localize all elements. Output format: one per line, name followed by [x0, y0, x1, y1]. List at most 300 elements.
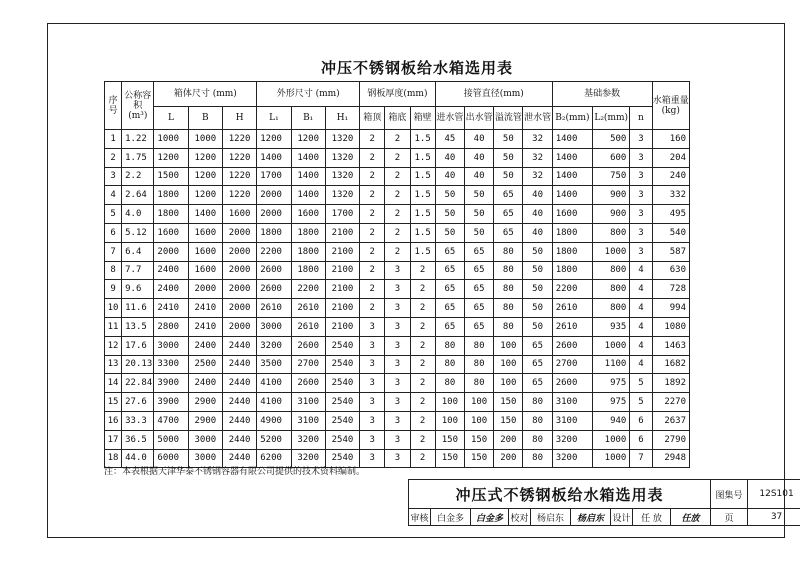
table-cell: 2600 — [291, 374, 325, 393]
table-cell: 1600 — [188, 223, 222, 242]
table-row — [105, 223, 690, 242]
table-cell: 2400 — [188, 336, 222, 355]
table-cell: 2540 — [325, 393, 359, 412]
table-cell: 1000 — [188, 130, 222, 149]
table-cell: 2 — [360, 205, 385, 224]
table-row — [105, 280, 690, 299]
table-row — [105, 186, 690, 205]
table-cell: 1800 — [552, 223, 592, 242]
table-cell: 2100 — [325, 223, 359, 242]
table-cell: 2000 — [154, 242, 188, 261]
table-cell: 80 — [494, 261, 523, 280]
table-cell: 100 — [494, 336, 523, 355]
table-cell: 4 — [630, 336, 652, 355]
table-cell: 50 — [523, 317, 552, 336]
table-cell: 2610 — [291, 299, 325, 318]
drawing-title: 冲压式不锈钢板给水箱选用表 — [409, 480, 711, 509]
table-cell: 1220 — [222, 148, 256, 167]
table-cell: 50 — [464, 205, 493, 224]
header-weight — [652, 82, 689, 130]
table-cell: 6 — [630, 411, 652, 430]
table-cell: 4 — [105, 186, 122, 205]
header-inlet: 进水管 — [435, 107, 464, 130]
table-cell: 3 — [360, 317, 385, 336]
table-cell: 2000 — [222, 242, 256, 261]
table-cell: 50 — [523, 261, 552, 280]
table-cell: 3100 — [552, 411, 592, 430]
table-cell: 200 — [494, 430, 523, 449]
check-label: 校对 — [509, 509, 531, 526]
header-volume-label: 公称容积 — [124, 90, 152, 111]
table-cell: 4 — [630, 355, 652, 374]
table-cell: 2 — [410, 355, 435, 374]
table-row — [105, 242, 690, 261]
review-label: 审核 — [409, 509, 431, 526]
design-label: 设计 — [611, 509, 633, 526]
table-cell: 2100 — [325, 242, 359, 261]
table-cell: 800 — [593, 261, 630, 280]
table-cell: 2400 — [154, 280, 188, 299]
table-cell: 100 — [494, 355, 523, 374]
table-cell: 540 — [652, 223, 689, 242]
table-cell: 17.6 — [122, 336, 154, 355]
table-cell: 1800 — [552, 261, 592, 280]
header-H1: H₁ — [325, 107, 359, 130]
table-cell: 1600 — [552, 205, 592, 224]
table-cell: 40 — [464, 148, 493, 167]
table-cell: 3 — [630, 205, 652, 224]
table-cell: 32 — [523, 167, 552, 186]
table-cell: 2000 — [222, 261, 256, 280]
header-L: L — [154, 107, 188, 130]
header-pipe-diameter: 接管直径(mm) — [435, 82, 552, 107]
designer-signature: 任放 — [671, 509, 711, 526]
table-cell: 3 — [630, 130, 652, 149]
table-cell: 1800 — [257, 223, 291, 242]
table-cell: 2410 — [188, 317, 222, 336]
table-cell: 3000 — [188, 449, 222, 468]
table-row — [105, 336, 690, 355]
table-cell: 44.0 — [122, 449, 154, 468]
table-cell: 65 — [494, 223, 523, 242]
table-row — [105, 430, 690, 449]
table-cell: 1800 — [291, 261, 325, 280]
table-cell: 50 — [464, 186, 493, 205]
table-cell: 2000 — [257, 186, 291, 205]
table-cell: 1220 — [222, 167, 256, 186]
table-cell: 13.5 — [122, 317, 154, 336]
table-cell: 1220 — [222, 130, 256, 149]
table-cell: 14 — [105, 374, 122, 393]
table-cell: 7.7 — [122, 261, 154, 280]
table-cell: 1600 — [291, 205, 325, 224]
table-cell: 3100 — [552, 393, 592, 412]
table-cell: 3000 — [154, 336, 188, 355]
header-n: n — [630, 107, 652, 130]
atlas-label: 图集号 — [711, 480, 748, 509]
table-cell: 1200 — [257, 130, 291, 149]
table-cell: 1400 — [188, 205, 222, 224]
table-cell: 2900 — [188, 393, 222, 412]
table-cell: 3 — [360, 374, 385, 393]
header-overflow: 溢流管 — [494, 107, 523, 130]
table-cell: 994 — [652, 299, 689, 318]
table-cell: 80 — [523, 430, 552, 449]
table-cell: 2440 — [222, 355, 256, 374]
table-cell: 65 — [464, 299, 493, 318]
table-cell: 10 — [105, 299, 122, 318]
table-cell: 1.75 — [122, 148, 154, 167]
table-cell: 2 — [360, 299, 385, 318]
table-cell: 150 — [494, 393, 523, 412]
table-cell: 2 — [410, 336, 435, 355]
table-cell: 3 — [385, 411, 410, 430]
table-cell: 12 — [105, 336, 122, 355]
table-cell: 2270 — [652, 393, 689, 412]
table-cell: 1700 — [325, 205, 359, 224]
table-cell: 80 — [464, 374, 493, 393]
table-cell: 32 — [523, 130, 552, 149]
table-cell: 3 — [630, 242, 652, 261]
table-cell: 2 — [385, 205, 410, 224]
table-cell: 1400 — [257, 148, 291, 167]
table-cell: 27.6 — [122, 393, 154, 412]
table-cell: 3 — [360, 430, 385, 449]
table-cell: 40 — [435, 167, 464, 186]
table-cell: 3 — [360, 411, 385, 430]
table-cell: 1.5 — [410, 186, 435, 205]
table-cell: 3300 — [154, 355, 188, 374]
table-cell: 80 — [494, 299, 523, 318]
header-B: B — [188, 107, 222, 130]
table-cell: 50 — [523, 280, 552, 299]
header-B1: B₁ — [291, 107, 325, 130]
table-cell: 50 — [435, 186, 464, 205]
header-bottom: 箱底 — [385, 107, 410, 130]
header-volume — [122, 82, 154, 130]
header-seq: 序号 — [105, 82, 122, 130]
table-cell: 600 — [593, 148, 630, 167]
table-cell: 1.5 — [410, 148, 435, 167]
table-cell: 2100 — [325, 299, 359, 318]
header-outer-size: 外形尺寸 (mm) — [257, 82, 360, 107]
table-cell: 2540 — [325, 411, 359, 430]
table-cell: 3200 — [291, 430, 325, 449]
table-cell: 2 — [360, 167, 385, 186]
table-cell: 1600 — [154, 223, 188, 242]
table-cell: 1200 — [154, 148, 188, 167]
table-cell: 2.64 — [122, 186, 154, 205]
table-cell: 1 — [105, 130, 122, 149]
table-cell: 80 — [494, 242, 523, 261]
table-cell: 1892 — [652, 374, 689, 393]
table-cell: 4.0 — [122, 205, 154, 224]
table-cell: 80 — [464, 355, 493, 374]
table-cell: 65 — [494, 186, 523, 205]
table-cell: 1100 — [593, 355, 630, 374]
table-cell: 8 — [105, 261, 122, 280]
table-cell: 50 — [494, 148, 523, 167]
table-cell: 3200 — [257, 336, 291, 355]
table-cell: 45 — [435, 130, 464, 149]
table-cell: 1600 — [188, 242, 222, 261]
table-cell: 2610 — [552, 299, 592, 318]
table-cell: 80 — [435, 336, 464, 355]
table-cell: 2 — [360, 186, 385, 205]
table-cell: 2000 — [222, 280, 256, 299]
table-cell: 2 — [360, 148, 385, 167]
table-cell: 1700 — [257, 167, 291, 186]
table-cell: 4100 — [257, 393, 291, 412]
table-row — [105, 130, 690, 149]
table-cell: 3200 — [291, 449, 325, 468]
table-cell: 40 — [435, 148, 464, 167]
table-cell: 2440 — [222, 430, 256, 449]
table-cell: 2 — [385, 242, 410, 261]
table-cell: 1500 — [154, 167, 188, 186]
table-cell: 50 — [435, 205, 464, 224]
table-cell: 2440 — [222, 374, 256, 393]
table-cell: 2410 — [154, 299, 188, 318]
table-cell: 2500 — [188, 355, 222, 374]
table-cell: 3 — [360, 336, 385, 355]
table-cell: 65 — [435, 261, 464, 280]
header-weight-label: 水箱重量 — [652, 95, 689, 106]
atlas-number: 12S101 — [748, 480, 800, 509]
table-cell: 3 — [105, 167, 122, 186]
table-cell: 2 — [410, 374, 435, 393]
header-plate-thickness: 钢板厚度(mm) — [360, 82, 436, 107]
table-cell: 2410 — [188, 299, 222, 318]
table-row — [105, 317, 690, 336]
table-cell: 3 — [360, 355, 385, 374]
table-cell: 2100 — [325, 261, 359, 280]
table-cell: 80 — [435, 355, 464, 374]
table-cell: 2440 — [222, 336, 256, 355]
table-cell: 22.84 — [122, 374, 154, 393]
table-cell: 2540 — [325, 430, 359, 449]
table-cell: 2 — [385, 186, 410, 205]
table-cell: 32 — [523, 148, 552, 167]
table-cell: 18 — [105, 449, 122, 468]
table-cell: 65 — [464, 280, 493, 299]
table-cell: 1600 — [188, 261, 222, 280]
table-cell: 4700 — [154, 411, 188, 430]
table-cell: 1400 — [552, 148, 592, 167]
table-cell: 1800 — [154, 205, 188, 224]
table-cell: 3000 — [257, 317, 291, 336]
table-cell: 40 — [464, 167, 493, 186]
table-cell: 100 — [464, 411, 493, 430]
table-cell: 3 — [360, 449, 385, 468]
table-cell: 5.12 — [122, 223, 154, 242]
table-cell: 5 — [630, 393, 652, 412]
table-cell: 40 — [523, 186, 552, 205]
header-outlet: 出水管 — [464, 107, 493, 130]
table-cell: 800 — [593, 299, 630, 318]
table-cell: 65 — [523, 355, 552, 374]
table-cell: 1800 — [154, 186, 188, 205]
table-cell: 2 — [410, 411, 435, 430]
table-cell: 1400 — [291, 148, 325, 167]
table-cell: 2 — [410, 317, 435, 336]
table-cell: 65 — [435, 299, 464, 318]
table-cell: 2600 — [257, 261, 291, 280]
table-cell: 3 — [360, 393, 385, 412]
table-row — [105, 374, 690, 393]
table-cell: 1000 — [593, 449, 630, 468]
table-cell: 2 — [410, 449, 435, 468]
table-cell: 11 — [105, 317, 122, 336]
table-cell: 50 — [494, 130, 523, 149]
table-cell: 65 — [464, 242, 493, 261]
table-cell: 1320 — [325, 167, 359, 186]
table-cell: 1200 — [188, 167, 222, 186]
table-cell: 50 — [523, 242, 552, 261]
table-cell: 1000 — [593, 430, 630, 449]
table-cell: 2540 — [325, 449, 359, 468]
table-cell: 940 — [593, 411, 630, 430]
table-cell: 36.5 — [122, 430, 154, 449]
table-cell: 2700 — [291, 355, 325, 374]
table-cell: 2 — [360, 261, 385, 280]
table-cell: 6 — [630, 430, 652, 449]
table-row — [105, 355, 690, 374]
table-cell: 2200 — [291, 280, 325, 299]
table-cell: 150 — [435, 430, 464, 449]
checker-name: 杨启东 — [531, 509, 571, 526]
table-cell: 33.3 — [122, 411, 154, 430]
header-B2: B₂(mm) — [552, 107, 592, 130]
table-cell: 1000 — [593, 242, 630, 261]
table-cell: 1800 — [291, 242, 325, 261]
table-cell: 2600 — [291, 336, 325, 355]
table-row — [105, 411, 690, 430]
table-cell: 6.4 — [122, 242, 154, 261]
table-cell: 2540 — [325, 355, 359, 374]
table-cell: 2000 — [222, 223, 256, 242]
table-cell: 900 — [593, 186, 630, 205]
page-label: 页 — [711, 509, 748, 526]
table-cell: 80 — [494, 317, 523, 336]
table-cell: 65 — [523, 336, 552, 355]
header-top: 箱顶 — [360, 107, 385, 130]
table-cell: 4100 — [257, 374, 291, 393]
table-cell: 65 — [464, 261, 493, 280]
table-cell: 2 — [385, 148, 410, 167]
table-cell: 3200 — [552, 430, 592, 449]
table-cell: 2 — [385, 130, 410, 149]
table-cell: 2900 — [188, 411, 222, 430]
table-cell: 1.5 — [410, 223, 435, 242]
table-cell: 2800 — [154, 317, 188, 336]
table-cell: 50 — [523, 299, 552, 318]
table-cell: 2540 — [325, 374, 359, 393]
table-row — [105, 393, 690, 412]
table-cell: 40 — [464, 130, 493, 149]
table-cell: 2440 — [222, 411, 256, 430]
table-cell: 3100 — [291, 393, 325, 412]
header-L2: L₂(mm) — [593, 107, 630, 130]
title-block — [408, 479, 800, 526]
table-cell: 16 — [105, 411, 122, 430]
table-cell: 1320 — [325, 130, 359, 149]
table-cell: 975 — [593, 393, 630, 412]
table-cell: 3500 — [257, 355, 291, 374]
table-cell: 100 — [435, 411, 464, 430]
table-cell: 1200 — [291, 130, 325, 149]
table-cell: 9.6 — [122, 280, 154, 299]
table-cell: 3200 — [552, 449, 592, 468]
table-cell: 2610 — [291, 317, 325, 336]
table-cell: 2400 — [188, 374, 222, 393]
checker-signature: 杨启东 — [571, 509, 611, 526]
table-cell: 4 — [630, 317, 652, 336]
table-cell: 20.13 — [122, 355, 154, 374]
table-cell: 1.22 — [122, 130, 154, 149]
header-weight-unit: (kg) — [661, 105, 680, 116]
table-cell: 4 — [630, 280, 652, 299]
table-cell: 7 — [630, 449, 652, 468]
table-cell: 728 — [652, 280, 689, 299]
table-cell: 2600 — [552, 336, 592, 355]
table-cell: 2 — [105, 148, 122, 167]
table-cell: 3 — [385, 317, 410, 336]
table-cell: 495 — [652, 205, 689, 224]
table-cell: 6200 — [257, 449, 291, 468]
table-cell: 4 — [630, 261, 652, 280]
table-cell: 332 — [652, 186, 689, 205]
table-cell: 15 — [105, 393, 122, 412]
table-cell: 1400 — [552, 186, 592, 205]
table-cell: 975 — [593, 374, 630, 393]
table-cell: 2100 — [325, 280, 359, 299]
header-H: H — [222, 107, 256, 130]
table-cell: 1320 — [325, 186, 359, 205]
table-cell: 2440 — [222, 393, 256, 412]
table-cell: 80 — [435, 374, 464, 393]
table-cell: 2400 — [154, 261, 188, 280]
table-cell: 2.2 — [122, 167, 154, 186]
table-cell: 3900 — [154, 393, 188, 412]
table-cell: 150 — [494, 411, 523, 430]
table-cell: 150 — [435, 449, 464, 468]
table-cell: 6 — [105, 223, 122, 242]
table-cell: 3 — [630, 186, 652, 205]
table-cell: 1.5 — [410, 242, 435, 261]
table-cell: 1000 — [154, 130, 188, 149]
table-cell: 3 — [385, 280, 410, 299]
table-cell: 65 — [523, 374, 552, 393]
table-cell: 1200 — [188, 148, 222, 167]
table-cell: 2700 — [552, 355, 592, 374]
table-cell: 100 — [435, 393, 464, 412]
table-cell: 1800 — [552, 242, 592, 261]
table-cell: 2600 — [257, 280, 291, 299]
table-cell: 3 — [385, 449, 410, 468]
table-cell: 2790 — [652, 430, 689, 449]
table-cell: 800 — [593, 280, 630, 299]
table-cell: 900 — [593, 205, 630, 224]
table-title: 冲压不锈钢板给水箱选用表 — [320, 59, 513, 77]
reviewer-signature: 白金多 — [471, 509, 509, 526]
table-cell: 3000 — [188, 430, 222, 449]
table-cell: 1200 — [188, 186, 222, 205]
table-cell: 1.5 — [410, 130, 435, 149]
table-cell: 65 — [464, 317, 493, 336]
table-cell: 80 — [523, 393, 552, 412]
table-cell: 587 — [652, 242, 689, 261]
